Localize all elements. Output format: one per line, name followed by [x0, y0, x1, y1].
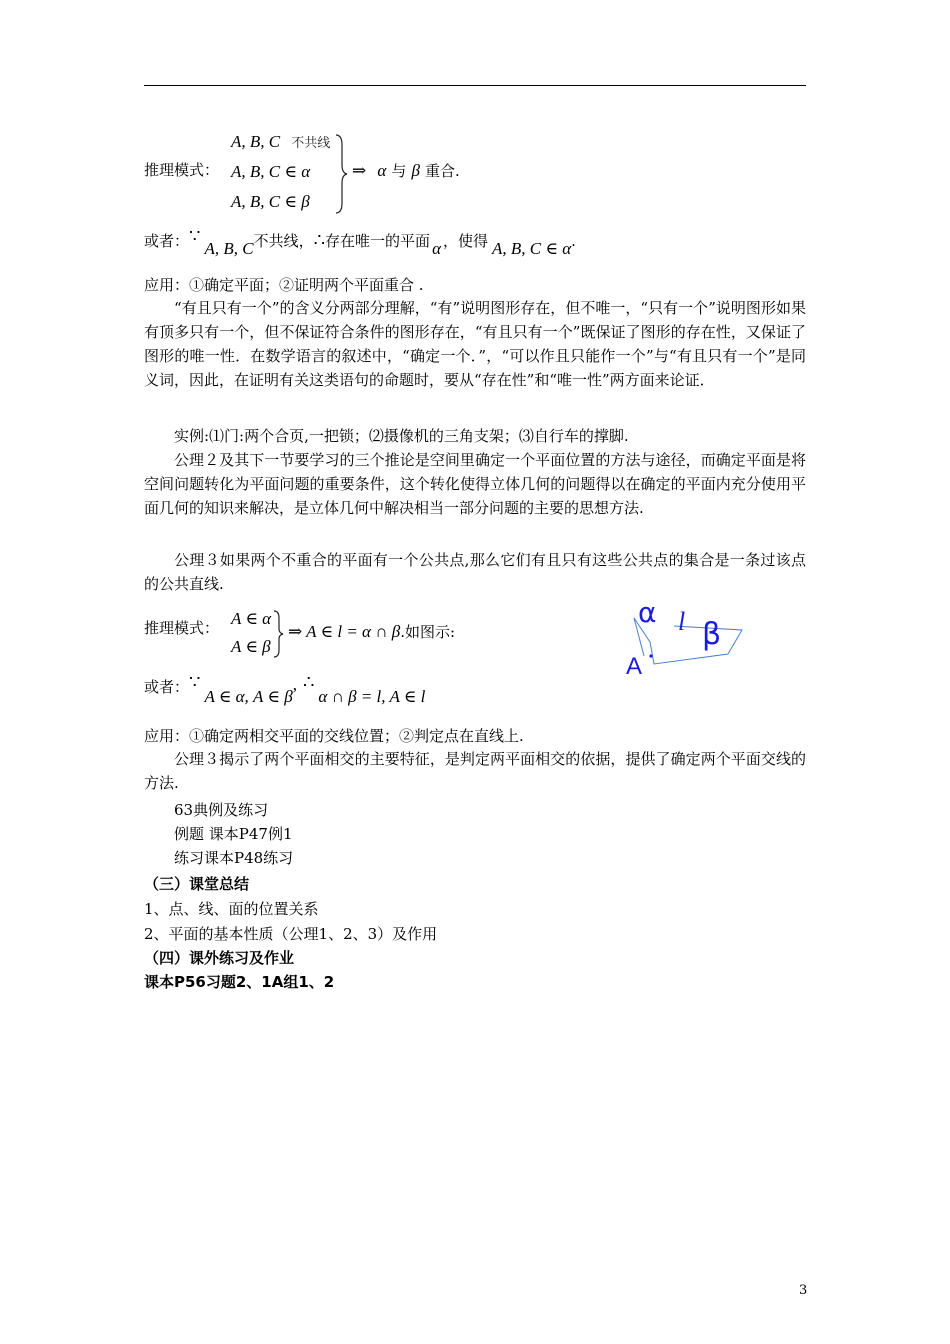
premise-a-in-alpha: A ∈ α	[231, 609, 272, 628]
right-brace-2	[272, 609, 284, 659]
paragraph-axiom3: 公理３如果两个不重合的平面有一个公共点,那么它们有且只有这些公共点的集合是一条过该点的公共直线.	[144, 551, 806, 593]
header-rule	[144, 85, 806, 86]
section-title-homework: （四）课外练习及作业	[144, 949, 295, 967]
figure-a-label: A	[626, 653, 643, 678]
or-line-2	[144, 672, 426, 706]
intersecting-planes-figure	[620, 596, 755, 678]
because-symbol: ∵	[189, 226, 201, 246]
premise-1	[231, 132, 330, 152]
application-1: 应用：①确定平面；②证明两个平面重合 .	[144, 276, 424, 294]
or-line-1	[144, 226, 576, 258]
summary-item: 2、平面的基本性质（公理1、2、3）及作用	[144, 925, 438, 943]
paragraph-axiom3-meaning: 公理３揭示了两个平面相交的主要特征，是判定两平面相交的依据，提供了确定两个平面交线的方法.	[144, 750, 806, 792]
math-intersection: α ∩ β = l, A ∈ l	[318, 687, 426, 706]
right-brace-1	[334, 133, 348, 215]
because-symbol-2: ∵	[189, 672, 201, 692]
figure-l-label: l	[678, 607, 686, 636]
premise-1-math: A, B, C	[231, 132, 281, 151]
section-title-summary: （三）课堂总结	[144, 875, 250, 893]
see-figure-text: .如图示:	[400, 623, 456, 641]
math-abc-in-alpha: A, B, C ∈ α	[492, 239, 572, 258]
premise-1-note: 不共线	[291, 136, 331, 151]
premise-a-in-beta: A ∈ β	[231, 637, 271, 656]
not-collinear-text: 不共线，	[253, 232, 314, 250]
conclusion-2-math: ⇒ A ∈ l = α ∩ β	[288, 622, 401, 641]
conclusion-2	[288, 622, 455, 642]
page-number: 3	[799, 1283, 808, 1298]
alpha-symbol: α	[377, 161, 387, 180]
with-text: 与	[391, 162, 407, 180]
homework-text: 课本P56习题2、1A组1、2	[144, 973, 335, 991]
unique-plane-text: 存在唯一的平面	[325, 232, 431, 250]
conclusion-1	[352, 161, 460, 181]
figure-beta-label: β	[702, 617, 722, 652]
paragraph-meaning: “有且只有一个”的含义分两部分理解，“有”说明图形存在，但不唯一，“只有一个”说明图形如果有顶多只有一个，但不保证符合条件的图形存在，“有且只有一个”既保证了图形的存在性，又保证了图形的唯一性．在数学语言的叙述中，“确定一个．”，“可以作且只能作一个”与“有且只有一个”是同义词，因此，在证明有关这类语句的命题时，要从“存在性”和“唯一性”两方面来论证．	[144, 299, 806, 389]
beta-symbol: β	[411, 161, 420, 180]
premise-3: A, B, C ∈ β	[231, 192, 310, 211]
list-item: 练习课本P48练习	[174, 849, 294, 867]
alpha-symbol-2: α	[432, 239, 441, 258]
inference-label-2: 推理模式：	[144, 619, 220, 637]
therefore-symbol-2: ∴	[302, 672, 315, 692]
or-label-2: 或者：	[144, 678, 190, 696]
math-abc: A, B, C	[204, 239, 254, 258]
such-that-text: ，使得	[443, 232, 489, 250]
list-item: 例题 课本P47例1	[174, 825, 293, 843]
examples: 实例:⑴门:两个合页,一把锁；⑵摄像机的三角支架；⑶自行车的撑脚.	[174, 427, 629, 445]
premise-2: A, B, C ∈ α	[231, 162, 311, 181]
figure-point-a	[649, 654, 652, 657]
period: .	[571, 232, 576, 250]
summary-item: 1、点、线、面的位置关系	[144, 900, 319, 918]
therefore-symbol: ∴	[313, 230, 326, 250]
list-item: 63典例及练习	[174, 801, 269, 819]
inference-label-1: 推理模式：	[144, 161, 220, 179]
implies-sign: ⇒	[352, 161, 367, 180]
application-2: 应用：①确定两相交平面的交线位置；②判定点在直线上.	[144, 727, 524, 745]
comma: ,	[292, 675, 297, 694]
coincide-text: 重合.	[425, 162, 460, 180]
figure-alpha-label: α	[638, 596, 657, 629]
or-label: 或者：	[144, 232, 190, 250]
paragraph-axiom2: 公理２及其下一节要学习的三个推论是空间里确定一个平面位置的方法与途径，而确定平面是将空间问题转化为平面问题的重要条件，这个转化使得立体几何的问题得以在确定的平面内充分使用平面几何的知识来解决，是立体几何中解决相当一部分问题的主要的思想方法.	[144, 451, 806, 517]
math-a-in-both: A ∈ α, A ∈ β	[204, 687, 293, 706]
